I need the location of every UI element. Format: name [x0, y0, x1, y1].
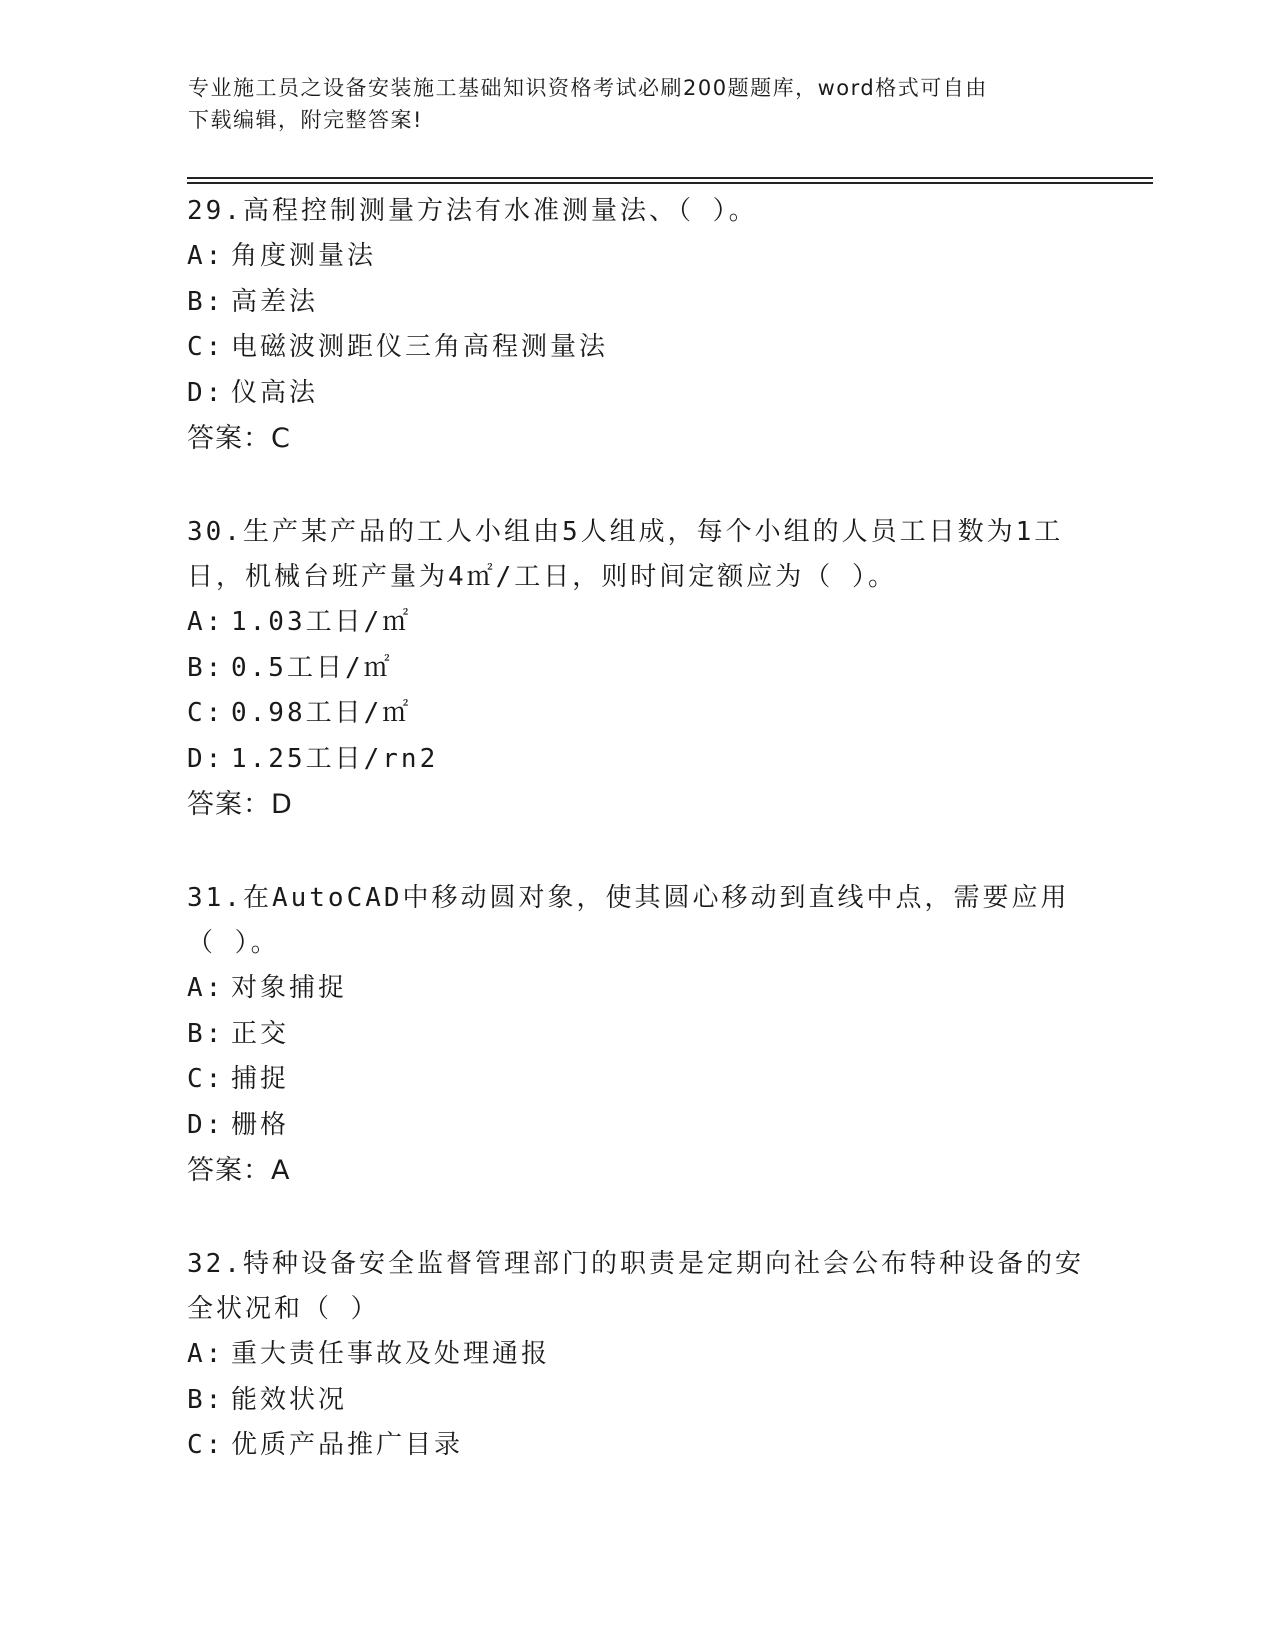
option-text: 重大责任事故及处理通报 — [231, 1339, 551, 1369]
option-b — [187, 280, 1087, 326]
option-text: 角度测量法 — [231, 241, 377, 271]
option-a — [187, 600, 1087, 646]
option-letter: A: — [187, 607, 225, 637]
header-divider-bottom — [187, 182, 1153, 184]
question-stem: 30.生产某产品的工人小组由5人组成，每个小组的人员工日数为1工日，机械台班产量为4㎡/工日，则时间定额应为（ ）。 — [187, 517, 1064, 592]
question-30 — [187, 510, 1087, 828]
option-text: 优质产品推广目录 — [231, 1430, 464, 1460]
option-text: 捕捉 — [231, 1064, 290, 1094]
option-letter: B: — [187, 1018, 225, 1049]
option-d — [187, 1103, 1087, 1149]
answer-line: 答案：C — [187, 423, 291, 454]
question-29 — [187, 189, 1087, 462]
option-letter: A: — [187, 973, 225, 1003]
answer-line: 答案：D — [187, 789, 293, 820]
document-header — [188, 72, 1068, 136]
question-stem: 32.特种设备安全监督管理部门的职责是定期向社会公布特种设备的安全状况和（ ） — [187, 1249, 1084, 1324]
option-a — [187, 234, 1087, 280]
option-text: 1.25工日/rn2 — [231, 743, 439, 774]
option-text: 0.98工日/㎡ — [231, 698, 412, 728]
option-c — [187, 1057, 1087, 1103]
option-d — [187, 371, 1087, 417]
option-c — [187, 325, 1087, 371]
option-letter: B: — [187, 286, 225, 317]
option-letter: D: — [187, 743, 225, 774]
option-c — [187, 691, 1087, 737]
option-text: 0.5工日/㎡ — [231, 652, 393, 683]
option-letter: C: — [187, 332, 225, 362]
option-a — [187, 1332, 1087, 1378]
option-d — [187, 737, 1087, 783]
option-b — [187, 646, 1087, 692]
option-text: 正交 — [231, 1018, 290, 1049]
header-line-1: 专业施工员之设备安装施工基础知识资格考试必刷200题题库，word格式可自由 — [188, 76, 988, 100]
option-text: 栅格 — [231, 1109, 290, 1140]
option-b — [187, 1378, 1087, 1424]
option-letter: B: — [187, 1384, 225, 1415]
option-letter: B: — [187, 652, 225, 683]
option-letter: C: — [187, 698, 225, 728]
option-text: 仪高法 — [231, 377, 319, 408]
option-letter: D: — [187, 1109, 225, 1140]
option-text: 对象捕捉 — [231, 973, 348, 1003]
option-letter: C: — [187, 1430, 225, 1460]
option-b — [187, 1012, 1087, 1058]
option-c — [187, 1423, 1087, 1469]
option-letter: C: — [187, 1064, 225, 1094]
answer-line: 答案：A — [187, 1155, 291, 1186]
question-stem: 29.高程控制测量方法有水准测量法、（ ）。 — [187, 196, 758, 226]
question-32 — [187, 1242, 1087, 1469]
option-letter: D: — [187, 377, 225, 408]
question-list — [187, 189, 1087, 1517]
option-letter: A: — [187, 241, 225, 271]
header-divider-top — [187, 177, 1153, 179]
option-text: 高差法 — [231, 286, 319, 317]
option-text: 能效状况 — [231, 1384, 348, 1415]
question-stem: 31.在AutoCAD中移动圆对象，使其圆心移动到直线中点，需要应用（ ）。 — [187, 883, 1070, 958]
header-line-2: 下载编辑，附完整答案! — [188, 108, 423, 132]
option-text: 电磁波测距仪三角高程测量法 — [231, 332, 609, 362]
option-text: 1.03工日/㎡ — [231, 607, 412, 637]
option-a — [187, 966, 1087, 1012]
question-31 — [187, 876, 1087, 1194]
option-letter: A: — [187, 1339, 225, 1369]
